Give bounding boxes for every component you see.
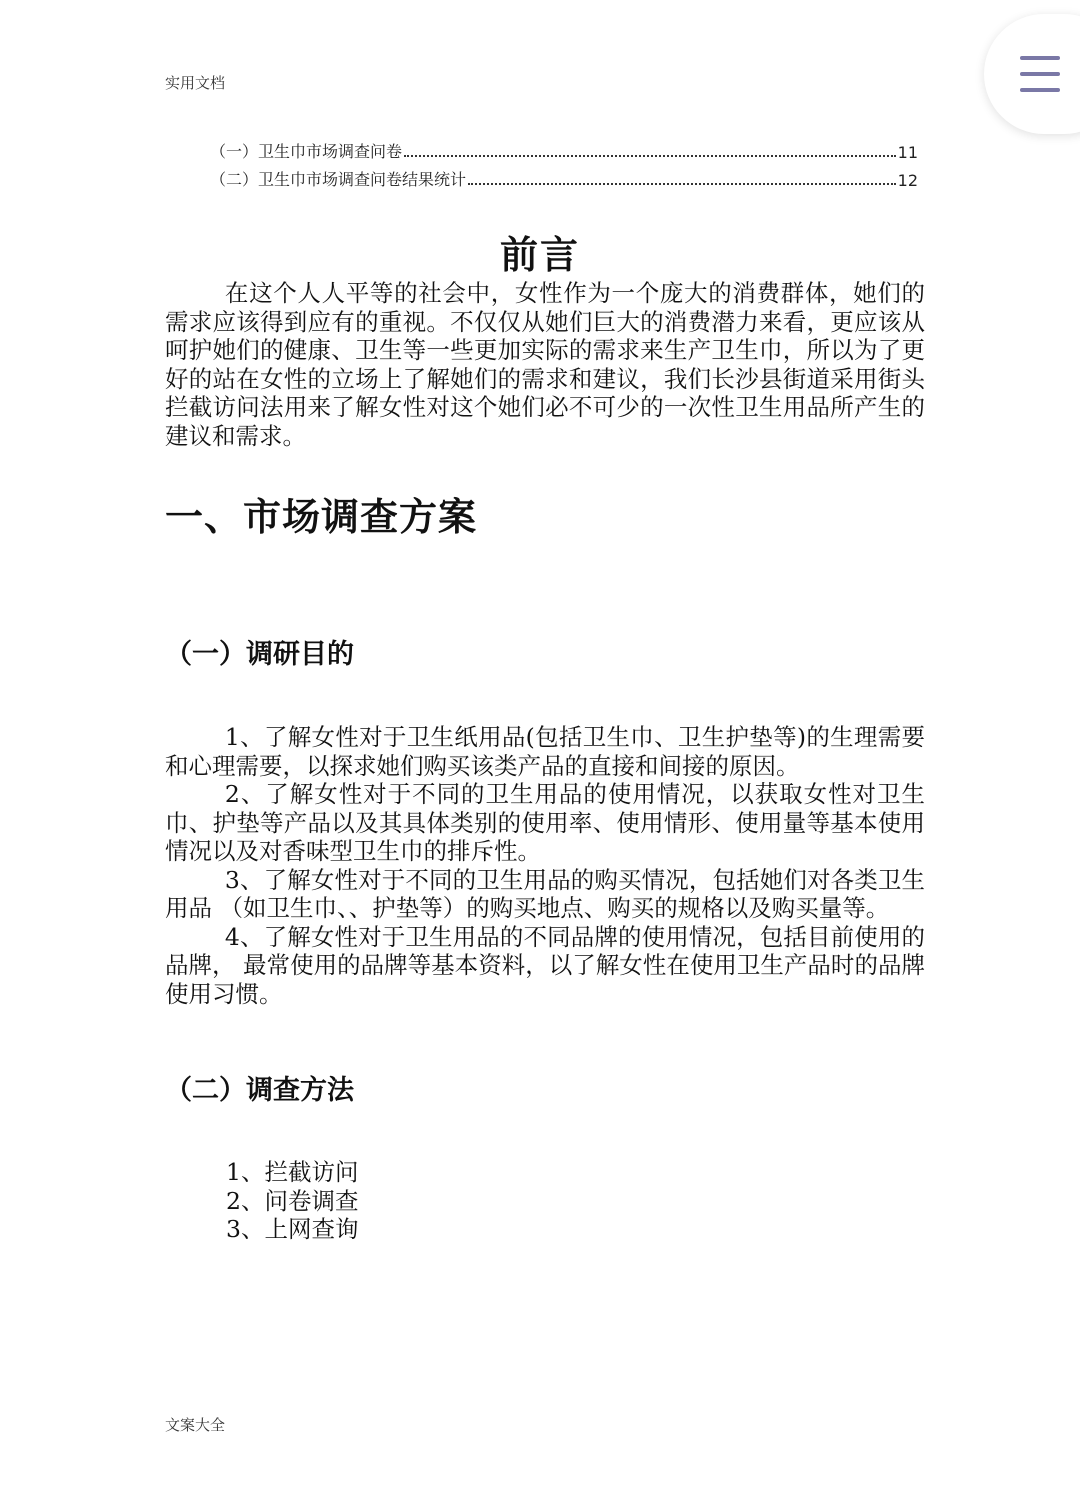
section-heading: 一、市场调查方案 bbox=[165, 494, 478, 539]
toc-entry[interactable] bbox=[210, 138, 918, 162]
subsection-heading-methods: （二）调查方法 bbox=[165, 1075, 354, 1106]
list-item: 2、问卷调查 bbox=[226, 1186, 359, 1215]
subsection-heading-purpose: （一）调研目的 bbox=[165, 639, 354, 670]
toc-entry-page: 11 bbox=[897, 143, 918, 162]
preface-body bbox=[165, 279, 925, 450]
toc-leader-dots bbox=[468, 183, 896, 185]
purpose-paragraph: 2、了解女性对于不同的卫生用品的使用情况，以获取女性对卫生巾、护垫等产品以及其具体类别的使用率、使用情形、使用量等基本使用情况以及对香味型卫生巾的排斥性。 bbox=[165, 780, 925, 865]
toc-entry-title: （二）卫生巾市场调查问卷结果统计 bbox=[210, 170, 467, 189]
toc-entry-title: （一）卫生巾市场调查问卷 bbox=[210, 142, 403, 161]
toc-leader-dots bbox=[404, 155, 896, 157]
preface-title: 前言 bbox=[499, 232, 580, 277]
toc-entry[interactable] bbox=[210, 166, 918, 190]
purpose-paragraph: 1、了解女性对于卫生纸用品(包括卫生巾、卫生护垫等)的生理需要和心理需要，以探求她们购买该类产品的直接和间接的原因。 bbox=[165, 723, 925, 780]
preface-paragraph: 在这个人人平等的社会中，女性作为一个庞大的消费群体，她们的需求应该得到应有的重视。不仅仅从她们巨大的消费潜力来看，更应该从呵护她们的健康、卫生等一些更加实际的需求来生产卫生巾，所以为了更好的站在女性的立场上了解她们的需求和建议，我们长沙县街道采用街头拦截访问法用来了解女性对这个她们必不可少的一次性卫生用品所产生的建议和需求。 bbox=[165, 279, 925, 450]
toc-entry-page: 12 bbox=[897, 171, 918, 190]
list-item: 3、上网查询 bbox=[226, 1215, 359, 1243]
menu-button[interactable] bbox=[984, 14, 1080, 134]
purpose-body bbox=[165, 723, 925, 1008]
purpose-paragraph: 3、了解女性对于不同的卫生用品的购买情况，包括她们对各类卫生用品 （如卫生巾、、护垫等）的购买地点、购买的规格以及购买量等。 bbox=[165, 865, 925, 922]
page-header: 实用文档 bbox=[165, 74, 226, 92]
list-item: 1、拦截访问 bbox=[226, 1158, 359, 1186]
methods-list bbox=[226, 1158, 358, 1244]
page-footer: 文案大全 bbox=[165, 1416, 226, 1434]
purpose-paragraph: 4、了解女性对于卫生用品的不同品牌的使用情况，包括目前使用的品牌， 最常使用的品牌等基本资料，以了解女性在使用卫生产品时的品牌使用习惯。 bbox=[165, 922, 925, 1008]
